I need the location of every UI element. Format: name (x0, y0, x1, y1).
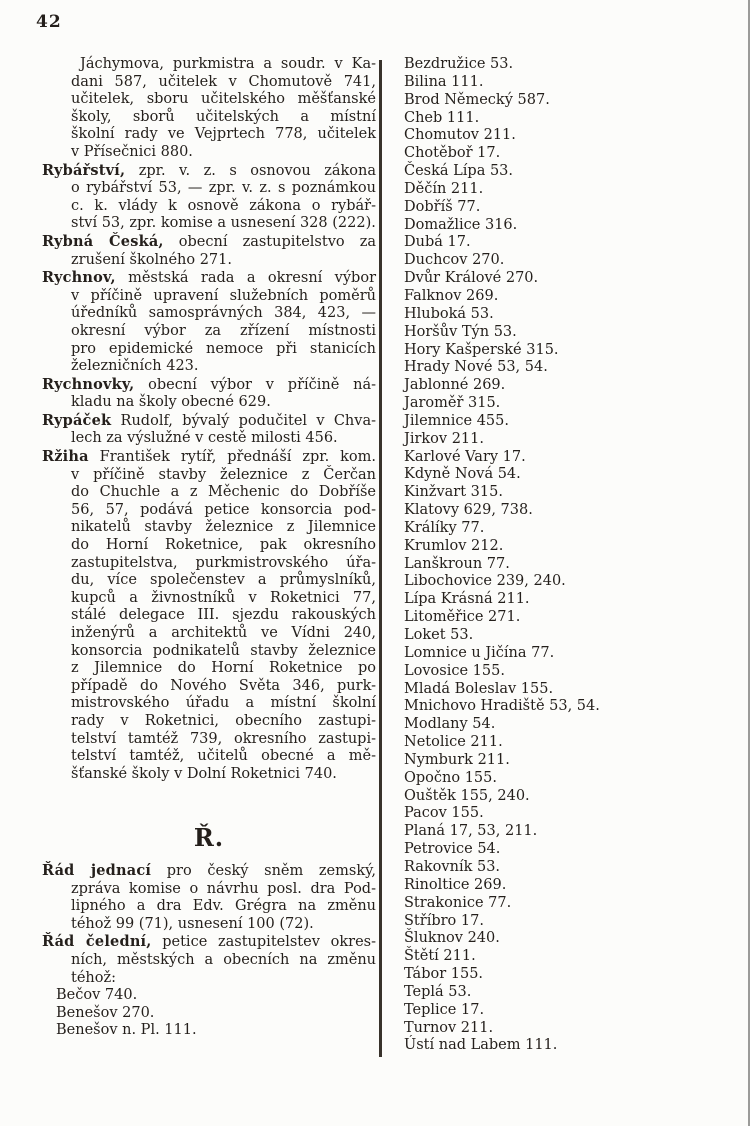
index-headword: Řád čelední, (42, 933, 152, 951)
index-line: školní rady ve Vejprtech 778, učitelek (71, 126, 376, 143)
index-place-entry: Kdyně Nová 54. (404, 466, 521, 483)
index-line: lech za výslužné v cestě milosti 456. (71, 430, 338, 447)
index-headword: Rychnovky, (42, 375, 135, 393)
index-right-column (404, 56, 740, 1055)
index-entry (42, 162, 376, 233)
index-line: v Přísečnici 880. (71, 143, 193, 160)
index-headword: Rybářství, (42, 161, 126, 179)
index-place-entry: Tábor 155. (404, 966, 484, 983)
index-line: Řád jednací pro český sněm zemský, (42, 861, 376, 879)
index-place-entry: Strakonice 77. (404, 894, 512, 911)
index-line: železničních 423. (71, 358, 199, 375)
index-line: školy, sborů učitelských a místní (71, 108, 376, 125)
index-place-entry: Hluboká 53. (404, 305, 494, 322)
index-line: lipného a dra Edv. Grégra na změnu (71, 898, 376, 915)
index-place-entry: Bilina 111. (404, 73, 484, 90)
index-place-entry: Pacov 155. (404, 805, 484, 822)
index-place-entry: Domažlice 316. (404, 216, 518, 233)
index-place-entry: Hrady Nové 53, 54. (404, 359, 548, 376)
index-place-entry: Šluknov 240. (404, 930, 500, 947)
index-place-entry: Jaroměř 315. (404, 395, 501, 412)
index-place-entry: Karlové Vary 17. (404, 448, 526, 465)
index-place-entry: Turnov 211. (404, 1019, 494, 1036)
index-headword: Rychnov, (42, 269, 116, 287)
index-line: ních, městských a obecních na změnu (71, 951, 376, 968)
index-line: 56, 57, podává petice konsorcia pod- (71, 501, 376, 518)
index-entry (42, 448, 376, 783)
index-headword: Rybná Česká, (42, 232, 164, 250)
index-place-entry: Horšův Týn 53. (404, 323, 517, 340)
index-place-entry: Planá 17, 53, 211. (404, 823, 538, 840)
index-place-entry: Teplice 17. (404, 1001, 485, 1018)
index-entry (42, 412, 376, 448)
index-line: Rychnovky, obecní výbor v příčině ná- (42, 375, 376, 393)
index-line: v příčině upravení služebních poměrů (71, 287, 376, 304)
index-place-entry: Teplá 53. (404, 983, 472, 1000)
index-line: nikatelů stavby železnice z Jilemnice (71, 519, 376, 536)
index-place-entry: Dubá 17. (404, 234, 471, 251)
index-place-entry: Mnichovo Hradiště 53, 54. (404, 698, 600, 715)
index-line: Benešov 270. (56, 1004, 155, 1021)
index-place-entry: Kinžvart 315. (404, 484, 503, 501)
index-place-entry: Chomutov 211. (404, 127, 516, 144)
index-line: pro epidemické nemoce při stanicích (71, 340, 376, 357)
index-line: kladu na školy obecné 629. (71, 394, 271, 411)
index-line: dani 587, učitelek v Chomutově 741, (71, 73, 376, 90)
index-place-entry: Hory Kašperské 315. (404, 341, 559, 358)
index-place-entry: Litoměřice 271. (404, 609, 521, 626)
index-place-entry: Ouštěk 155, 240. (404, 787, 530, 804)
index-line: z Jilemnice do Horní Roketnice po (71, 660, 376, 677)
index-place-entry: Falknov 269. (404, 287, 499, 304)
index-place-entry: Klatovy 629, 738. (404, 502, 533, 519)
column-divider-rule (379, 60, 382, 1057)
index-place-entry: Stříbro 17. (404, 912, 484, 929)
page-number: 42 (36, 12, 62, 32)
section-heading: Ř. (193, 823, 225, 853)
index-entry (42, 376, 376, 412)
index-headword: Rypáček (42, 411, 112, 429)
index-place-entry: Jilemnice 455. (404, 412, 509, 429)
index-headword: Ržiha (42, 448, 89, 466)
index-line: Rypáček Rudolf, bývalý podučitel v Chva- (42, 411, 376, 429)
index-line: rady v Roketnici, obecního zastupi- (71, 712, 376, 729)
index-place-entry: Netolice 211. (404, 734, 503, 751)
index-place-entry: Brod Německý 587. (404, 91, 550, 108)
index-place-entry: Rinoltice 269. (404, 876, 507, 893)
index-entry (42, 933, 376, 1040)
index-line: Benešov n. Pl. 111. (56, 1022, 197, 1039)
index-line: případě do Nového Světa 346, purk- (71, 677, 376, 694)
index-line: konsorcia podnikatelů stavby železnice (71, 642, 376, 659)
index-line: v příčině stavby železnice z Čerčan (71, 466, 376, 483)
index-place-entry: Děčín 211. (404, 180, 484, 197)
index-entry (42, 233, 376, 269)
index-place-entry: Jirkov 211. (404, 430, 484, 447)
index-line: učitelek, sboru učitelského měšťanské (71, 91, 376, 108)
index-line: téhož 99 (71), usnesení 100 (72). (71, 915, 314, 932)
index-place-entry: Česká Lípa 53. (404, 163, 514, 180)
index-place-entry: Krumlov 212. (404, 537, 504, 554)
index-place-entry: Lomnice u Jičína 77. (404, 644, 555, 661)
index-place-entry: Jablonné 269. (404, 377, 506, 394)
index-entry (42, 862, 376, 933)
index-place-entry: Ústí nad Labem 111. (404, 1037, 558, 1054)
index-place-entry: Lanškroun 77. (404, 555, 510, 572)
index-place-entry: Modlany 54. (404, 716, 496, 733)
index-line: telství tamtéž 739, okresního zastupi- (71, 730, 376, 747)
index-place-entry: Nymburk 211. (404, 751, 510, 768)
index-place-entry: Štětí 211. (404, 948, 476, 965)
index-line: ství 53, zpr. komise a usnesení 328 (222). (71, 215, 376, 232)
index-place-entry: Dvůr Králové 270. (404, 270, 539, 287)
index-line: Rychnov, městská rada a okresní výbor (42, 269, 376, 287)
index-line: Rybná Česká, obecní zastupitelstvo za (42, 232, 376, 250)
index-place-entry: Králíky 77. (404, 519, 485, 536)
index-entry (42, 269, 376, 376)
index-place-entry: Loket 53. (404, 627, 474, 643)
index-line: Řád čelední, petice zastupitelstev okres- (42, 933, 377, 951)
index-place-entry: Petrovice 54. (404, 841, 501, 858)
index-line: zrušení školného 271. (71, 251, 232, 268)
index-line: Bečov 740. (56, 987, 138, 1004)
index-place-entry: Rakovník 53. (404, 858, 501, 875)
index-line: o rybářství 53, — zpr. v. z. s poznámkou (71, 180, 376, 197)
index-line: téhož: (71, 969, 117, 986)
index-line: šťanské školy v Dolní Roketnici 740. (71, 765, 337, 782)
index-place-entry: Bezdružice 53. (404, 56, 514, 72)
index-line: do Horní Roketnice, pak okresního (71, 537, 376, 554)
index-left-column (42, 56, 376, 1040)
index-place-entry: Mladá Boleslav 155. (404, 680, 554, 697)
index-line: stálé delegace III. sjezdu rakouských (71, 607, 376, 624)
index-place-entry: Lípa Krásná 211. (404, 591, 530, 608)
index-place-entry: Lovosice 155. (404, 662, 505, 679)
index-entry (42, 56, 376, 162)
index-line: zastupitelstva, purkmistrovského úřa- (71, 554, 376, 571)
index-line: Rybářství, zpr. v. z. s osnovou zákona (42, 161, 376, 179)
index-place-entry: Chotěboř 17. (404, 145, 501, 162)
index-place-entry: Libochovice 239, 240. (404, 573, 566, 590)
index-line: inženýrů a architektů ve Vídni 240, (71, 625, 376, 641)
index-line: telství tamtéž, učitelů obecné a mě- (71, 748, 376, 765)
index-line: du, více společenstev a průmyslníků, (71, 572, 376, 589)
index-place-entry: Opočno 155. (404, 769, 497, 786)
index-line: do Chuchle a z Měchenic do Dobříše (71, 484, 376, 501)
index-line: Ržiha František rytíř, přednáší zpr. kom. (42, 448, 376, 466)
index-headword: Řád jednací (42, 861, 152, 879)
index-line: mistrovského úřadu a místní školní (71, 695, 376, 712)
index-line: Jáchymova, purkmistra a soudr. v Ka- (80, 56, 376, 72)
index-place-entry: Dobříš 77. (404, 198, 481, 215)
index-line: zpráva komise o návrhu posl. dra Pod- (71, 880, 376, 897)
index-line: okresní výbor za zřízení místnosti (71, 322, 376, 339)
index-line: kupců a živnostníků v Roketnici 77, (71, 589, 376, 606)
index-line: c. k. vlády k osnově zákona o rybář- (71, 197, 376, 214)
index-place-entry: Duchcov 270. (404, 252, 505, 269)
index-place-entry: Cheb 111. (404, 109, 480, 126)
index-line: úředníků samosprávných 384, 423, — (71, 305, 376, 322)
